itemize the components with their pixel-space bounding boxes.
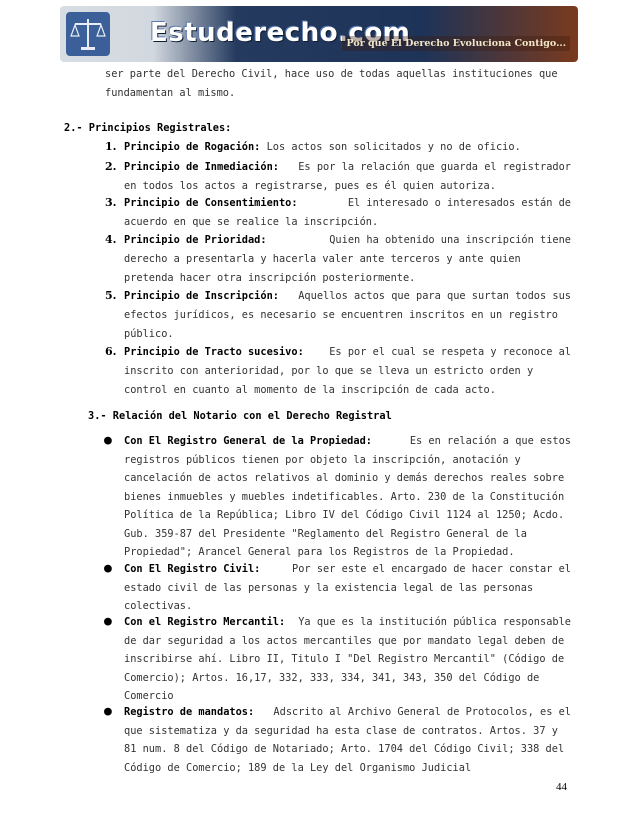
list-item-line: [124, 383, 496, 397]
list-item-line: [124, 179, 496, 193]
list-item-line: [124, 562, 571, 576]
list-item-line: [124, 705, 571, 719]
principle-text: acuerdo en que se realice la inscripción.: [124, 216, 379, 228]
list-item-line: [124, 615, 571, 629]
list-item-line: [124, 490, 571, 504]
list-item-line: [124, 545, 515, 559]
registry-text: bienes inmuebles y muebles indetificables. Arto. 230 de la Constitución: [124, 490, 565, 503]
registry-text: Ya que es la institución pública responsable: [298, 616, 571, 628]
list-item-line: [124, 364, 571, 378]
registry-text: estado civil de las personas y la existencia legal de las personas: [124, 581, 534, 594]
list-item-line: [124, 761, 471, 775]
list-item-line: [124, 215, 378, 229]
list-item-line: [124, 345, 571, 359]
list-number: 1.: [105, 140, 117, 153]
list-number: 3.: [105, 196, 117, 209]
list-item-line: [124, 140, 521, 154]
registry-text: cancelación de actos relativos al dominio y demás derechos reales sobre: [124, 472, 565, 484]
list-item-line: [124, 599, 192, 613]
list-item-line: [124, 652, 571, 666]
principle-label: Principio de Prioridad:: [124, 234, 267, 246]
list-item-line: [124, 434, 571, 448]
list-item-line: [124, 327, 174, 341]
site-slogan: Por que El Derecho Evoluciona Contigo...: [342, 36, 570, 51]
registry-text: 81 num. 8 del Código de Notariado; Arto. 1704 del Código Civil; 338 del: [124, 743, 565, 755]
list-item-line: [124, 581, 571, 595]
list-item-line: [124, 196, 571, 210]
page-number: 44: [556, 781, 567, 793]
principle-label: Principio de Rogación:: [124, 141, 261, 153]
registry-text: registros públicos tienen por objeto la inscripción, anotación y: [124, 453, 521, 466]
registry-label: Con El Registro General de la Propiedad:: [124, 435, 372, 447]
list-item-line: [124, 671, 571, 685]
registry-label: Con el Registro Mercantil:: [124, 616, 286, 628]
principle-text: Los actos son solicitados y no de oficio.: [266, 141, 521, 153]
bullet-icon: ●: [104, 561, 112, 576]
principle-text: El interesado o interesados están de: [347, 197, 571, 209]
registry-text: Comercio: [124, 690, 174, 702]
principle-text: pretenda hacer otra inscripción posteriormente.: [124, 272, 416, 284]
site-title: Estuderecho.com: [150, 18, 411, 48]
list-number: 2.: [105, 160, 117, 173]
list-item-line: [124, 289, 571, 303]
principle-text: Quien ha obtenido una inscripción tiene: [329, 234, 571, 246]
principle-text: inscrito con anterioridad, por lo que se lleva un estricto orden y: [124, 365, 534, 377]
list-item-line: [124, 634, 571, 648]
principle-label: Principio de Inmediación:: [124, 161, 279, 173]
scales-of-justice-logo-icon: [66, 12, 110, 56]
list-item-line: [124, 453, 571, 467]
principle-text: público.: [124, 328, 174, 340]
registry-label: Con El Registro Civil:: [124, 563, 261, 575]
principle-text: derecho a presentarla y hacerla valer ante terceros y ante quien: [124, 253, 521, 265]
registry-text: colectivas.: [124, 600, 193, 612]
list-item-line: [124, 308, 571, 322]
registry-text: que sistematiza y da seguridad ha esta clase de contratos. Artos. 37 y: [124, 724, 558, 737]
bullet-icon: ●: [104, 614, 112, 629]
list-item-line: [124, 508, 571, 522]
bullet-icon: ●: [104, 433, 112, 448]
list-item-line: [124, 233, 571, 247]
principle-text: control en cuanto al momento de la inscripción de cada acto.: [124, 384, 496, 396]
principle-text: efectos jurídicos, es necesario se encuentren inscritos en un registro: [124, 309, 558, 321]
list-item-line: [124, 471, 571, 485]
list-item-line: [124, 689, 174, 703]
list-item-line: [124, 160, 571, 174]
intro-line: fundamentan al mismo.: [105, 87, 236, 99]
registry-text: Política de la República; Libro IV del Código Civil 1124 al 1250; Acdo.: [124, 509, 565, 521]
list-number: 5.: [105, 289, 117, 302]
section-heading: 3.- Relación del Notario con el Derecho Registral: [88, 410, 392, 422]
list-item-line: [124, 271, 415, 285]
registry-text: inscribirse ahí. Libro II, Titulo I "Del Registro Mercantil" (Código de: [124, 653, 565, 665]
registry-text: Propiedad"; Arancel General para los Registros de la Propiedad.: [124, 546, 515, 558]
site-banner: [60, 6, 578, 62]
list-item-line: [124, 724, 571, 738]
principle-text: Aquellos actos que para que surtan todos sus: [298, 290, 571, 302]
principle-text: Es por la relación que guarda el registrador: [298, 161, 571, 173]
registry-text: Gub. 359-87 del Presidente "Reglamento del Registro General de la: [124, 527, 527, 540]
list-item-line: [124, 742, 571, 756]
principle-label: Principio de Consentimiento:: [124, 197, 298, 209]
principle-label: Principio de Tracto sucesivo:: [124, 346, 304, 358]
registry-text: de dar seguridad a los actos mercantiles que por mandato legal deben de: [124, 634, 565, 647]
list-number: 4.: [105, 233, 117, 246]
registry-text: Por ser este el encargado de hacer constar el: [292, 563, 571, 575]
list-number: 6.: [105, 345, 117, 358]
section-heading: 2.- Principios Registrales:: [64, 122, 232, 134]
bullet-icon: ●: [104, 704, 112, 719]
list-item-line: [124, 252, 571, 266]
registry-text: Comercio); Artos. 16,17, 332, 333, 334, 341, 343, 350 del Código de: [124, 671, 540, 684]
registry-text: Es en relación a que estos: [409, 435, 571, 447]
registry-text: Código de Comercio; 189 de la Ley del Organismo Judicial: [124, 761, 472, 774]
principle-text: Es por el cual se respeta y reconoce al: [329, 346, 571, 358]
registry-label: Registro de mandatos:: [124, 706, 255, 718]
principle-text: en todos los actos a registrarse, pues es él quien autoriza.: [124, 180, 496, 192]
registry-text: Adscrito al Archivo General de Protocolos, es el: [273, 706, 571, 718]
list-item-line: [124, 527, 571, 541]
principle-label: Principio de Inscripción:: [124, 290, 279, 302]
intro-line: ser parte del Derecho Civil, hace uso de todas aquellas instituciones que: [105, 68, 558, 80]
